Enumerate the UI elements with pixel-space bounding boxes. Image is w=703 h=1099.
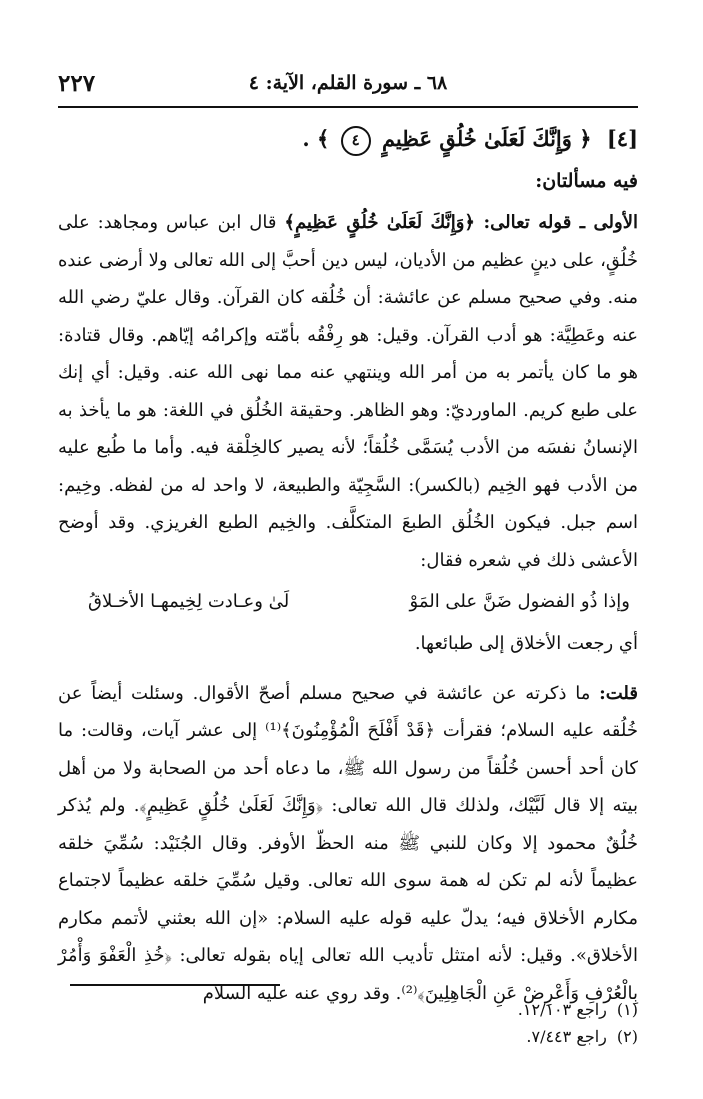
verse-number: [٤] xyxy=(606,126,638,151)
footnote-text: راجع ٧/٤٤٣. xyxy=(526,1027,607,1046)
paragraph-commentary xyxy=(58,675,638,1013)
paragraph-lead: قلت: xyxy=(599,682,638,704)
footnote xyxy=(58,996,638,1023)
paragraph-lead: الأولى ـ قوله تعالى: ﴿وَإِنَّكَ لَعَلَىٰ خُلُقٍ عَظِيمٍ﴾ xyxy=(284,212,639,233)
footnote-text: راجع ١٢/١٠٣. xyxy=(517,1000,607,1019)
paragraph-body: قال ابن عباس ومجاهد: على خُلُقٍ، على دينٍ عظيم من الأديان، ليس دين أحبَّ إلى الله تعالى ولا أرضى عنده منه. وفي صحيح مسلم عن عائشة: أن خُلُقه كان القرآن. وقال عليّ رضي الله عنه وعَطِيَّة: هو أدب القرآن. وقيل: هو رِفْقُه بأمّته وإكرامُه إيّاهم. وقال قتادة: هو ما كان يأتمر به من أمر الله وينتهي عنه مما نهى الله عنه. وقيل: أي إنك على طبع كريم. الماورديّ: وهو الظاهر. وحقيقة الخُلُق في اللغة: هو ما يأخذ به الإنسانُ نفسَه من الأدب يُسَمَّى خُلُقاً؛ لأنه يصير كالخِلْقة فيه. وأما ما طُبع عليه من الأدب فهو الخِيم (بالكسر): السَّجِيّة والطبيعة، لا واحد له من لفظه. وخِيم: اسم جبل. فيكون الخُلُق الطبعَ المتكلَّف. والخِيم الطبع الغريزي. وقد أوضح الأعشى ذلك في شعره فقال: xyxy=(58,212,638,571)
header-title: ٦٨ ـ سورة القلم، الآية: ٤ xyxy=(248,72,448,94)
poem-first-hemistich: وإذا ذُو الفضول ضَنَّ على المَوْ xyxy=(409,591,630,612)
paragraph-body: ما ذكرته عن عائشة في صحيح مسلم أصحّ الأقوال. وسئلت أيضاً عن خُلُقه عليه السلام؛ فقرأت ﴿قَدْ أَفْلَحَ الْمُؤْمِنُونَ﴾⁽¹⁾ إلى عشر آيات، وقالت: ما كان أحد أحسن خُلُقاً من رسول الله ﷺ، ما دعاه أحد من الصحابة ولا من أهل بيته إلا قال لَبَّيْك، ولذلك قال الله تعالى: ﴿وَإِنَّكَ لَعَلَىٰ خُلُقٍ عَظِيمٍ﴾. ولم يُذكر خُلُقٌ محمود إلا وكان للنبي ﷺ منه الحظّ الأوفر. وقال الجُنَيْد: سُمِّيَ خلقه عظيماً لأنه لم تكن له همة سوى الله تعالى. وقيل سُمِّيَ خلقه عظيماً لاجتماع مكارم الأخلاق فيه؛ يدلّ عليه قوله عليه السلام: «إن الله بعثني لأتمم مكارم الأخلاق». وقيل: لأنه امتثل تأديب الله تعالى إياه بقوله تعالى: ﴿خُذِ الْعَفْوَ وَأْمُرْ بِالْعُرْفِ وَأَعْرِضْ عَنِ الْجَاهِلِينَ﴾⁽²⁾. وقد روي عنه عليه السلام xyxy=(58,682,638,1004)
verse-text: ﴿ وَإِنَّكَ لَعَلَىٰ خُلُقٍ عَظِيمٍ xyxy=(374,126,592,151)
running-header xyxy=(58,66,638,108)
issues-heading: فيه مسألتان: xyxy=(535,170,638,192)
verse-heading xyxy=(58,122,638,156)
footnote-mark: (١) xyxy=(616,1000,638,1019)
verse-close: ﴾ . xyxy=(302,126,330,151)
paragraph-first-issue xyxy=(58,204,638,579)
footnote xyxy=(58,1023,638,1050)
footnotes xyxy=(58,996,638,1050)
aya-end-mark: ٤ xyxy=(341,126,371,156)
poem-explanation: أي رجعت الأخلاق إلى طبائعها. xyxy=(414,633,638,654)
book-page xyxy=(58,66,638,1012)
poem-verse xyxy=(58,579,638,625)
poem-second-hemistich: لَىٰ وعـادت لِخِيمهـا الأخـلاقُ xyxy=(88,591,290,612)
footnote-divider xyxy=(70,984,280,986)
page-number: ٢٢٧ xyxy=(58,70,96,97)
footnote-mark: (٢) xyxy=(616,1027,638,1046)
